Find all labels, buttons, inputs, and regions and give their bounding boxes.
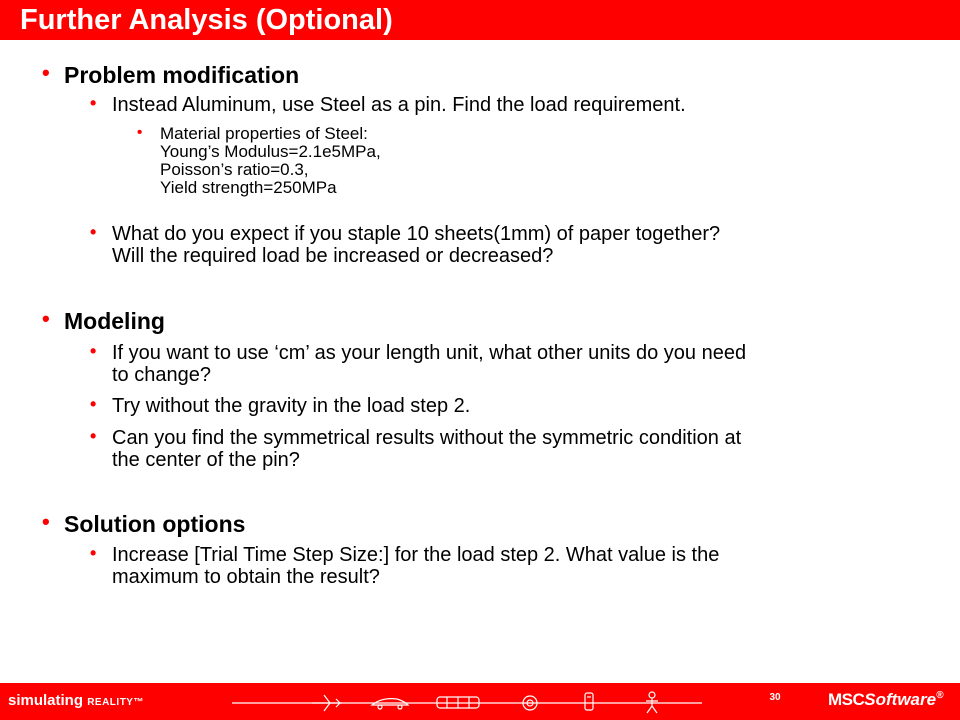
airplane-icon xyxy=(312,695,342,711)
bullet-icon: • xyxy=(90,426,97,446)
bullet-icon: • xyxy=(90,93,97,113)
steel-properties xyxy=(160,125,860,197)
list-item-line: Increase [Trial Time Step Size:] for the load step 2. What value is the xyxy=(112,544,720,566)
msc-software-logo xyxy=(828,690,943,710)
bullet-icon: • xyxy=(90,543,97,563)
bullet-icon: • xyxy=(90,394,97,414)
tagline xyxy=(8,692,144,709)
section-heading-problem-modification: Problem modification xyxy=(64,62,300,88)
bullet-icon: • xyxy=(42,60,50,85)
list-item-line: If you want to use ‘cm’ as your length unit, what other units do you need xyxy=(112,342,747,364)
section-heading-solution-options: Solution options xyxy=(64,511,246,537)
list-item xyxy=(112,223,942,267)
list-item-line: Can you find the symmetrical results without the symmetric condition at xyxy=(112,427,742,449)
youngs-modulus: Young’s Modulus=2.1e5MPa, xyxy=(160,142,381,161)
list-item-line: maximum to obtain the result? xyxy=(112,566,380,588)
list-item-line: Will the required load be increased or decreased? xyxy=(112,245,554,267)
industry-icons-strip xyxy=(232,689,712,715)
page-number: 30 xyxy=(769,692,781,703)
bullet-icon: • xyxy=(90,341,97,361)
poissons-ratio: Poisson’s ratio=0.3, xyxy=(160,160,309,179)
phone-icon xyxy=(585,693,593,710)
bullet-icon: • xyxy=(137,124,143,141)
bullet-icon: • xyxy=(42,509,50,534)
section-heading-modeling: Modeling xyxy=(64,308,165,334)
list-item xyxy=(112,544,942,588)
list-item xyxy=(112,427,942,471)
bullet-icon: • xyxy=(42,306,50,331)
logo-registered-mark: ® xyxy=(936,690,944,701)
logo-software: Software xyxy=(864,690,937,709)
yield-strength: Yield strength=250MPa xyxy=(160,178,337,197)
logo-msc: MSC xyxy=(828,690,865,709)
tagline-main: simulating xyxy=(8,692,88,709)
title-bar xyxy=(0,0,960,40)
list-item: Instead Aluminum, use Steel as a pin. Find the load requirement. xyxy=(112,94,686,116)
footer-bar xyxy=(0,683,960,720)
slide-title: Further Analysis (Optional) xyxy=(20,4,393,36)
steel-properties-heading: Material properties of Steel: xyxy=(160,124,368,143)
list-item-line: the center of the pin? xyxy=(112,449,300,471)
tagline-reality: REALITY™ xyxy=(87,697,144,708)
list-item-line: What do you expect if you staple 10 sheets(1mm) of paper together? xyxy=(112,223,721,245)
car-icon xyxy=(372,699,408,709)
list-item-line: to change? xyxy=(112,364,211,386)
list-item xyxy=(112,342,942,386)
bullet-icon: • xyxy=(90,222,97,242)
list-item: Try without the gravity in the load step 2. xyxy=(112,395,471,417)
